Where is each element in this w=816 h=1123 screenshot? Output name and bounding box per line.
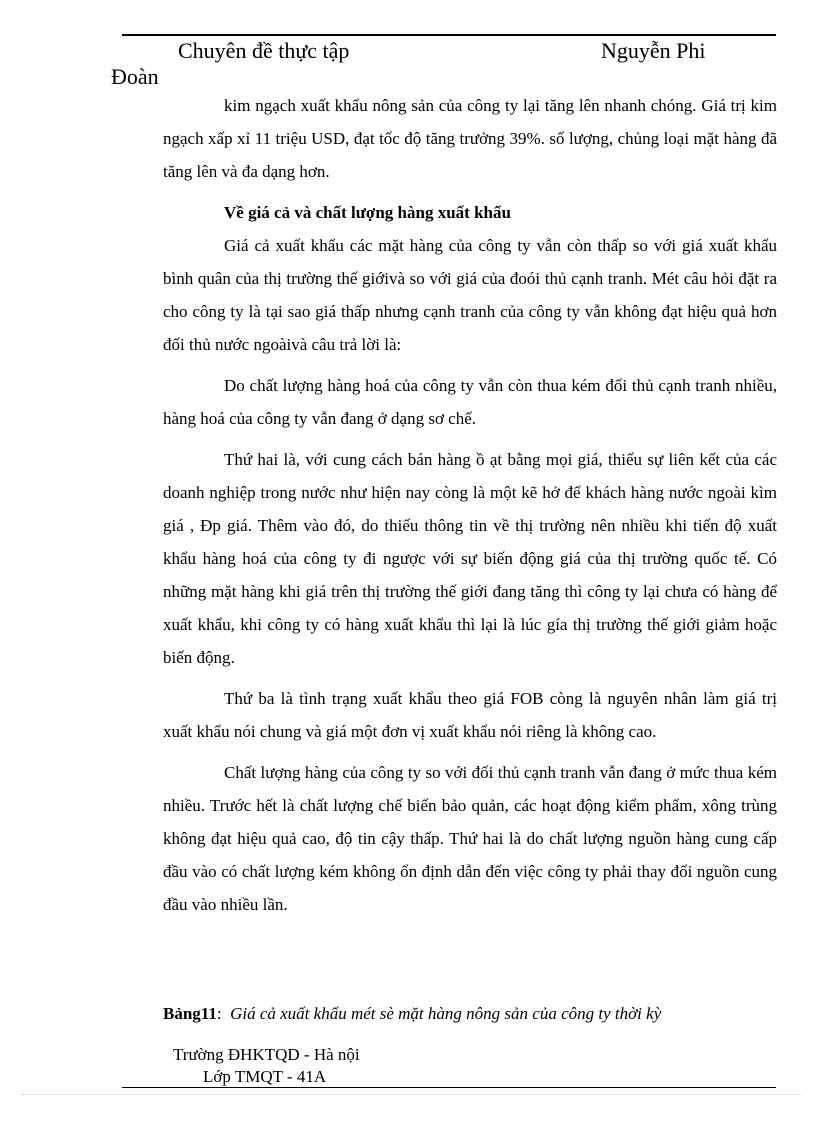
paragraph-quality-reason: Do chất lượng hàng hoá của công ty vẫn còn thua kém đối thủ cạnh tranh nhiều, hàng hoá của công ty vẫn đang ở dạng sơ chế. <box>163 376 777 428</box>
header-rule <box>122 34 776 36</box>
header-author-line1: Nguyễn Phi <box>601 38 706 63</box>
footer-rule <box>122 1087 776 1088</box>
table-caption-title: Giá cả xuất khẩu mét sè mặt hàng nông sản của công ty thời kỳ <box>230 1004 662 1023</box>
footer-school: Trường ĐHKTQD - Hà nội <box>173 1045 360 1064</box>
table-caption <box>163 1000 777 1028</box>
page-edge-divider <box>22 1094 802 1095</box>
paragraph-export-price: Giá cả xuất khẩu các mặt hàng của công ty vẫn còn thấp so với giá xuất khẩu bình quân của thị trường thế giớivà so với giá của đoói thủ cạnh tranh. Mét câu hỏi đặt ra cho công ty là tại sao giá thấp nhưng cạnh tranh của công ty vẫn không đạt hiệu quả hơn đối thủ nước ngoàivà câu trả lời là: <box>163 236 777 354</box>
header-author-line2: Đoàn <box>111 64 159 89</box>
paragraph-third-reason: Thứ ba là tình trạng xuất khẩu theo giá FOB còng là nguyên nhân làm giá trị xuất khẩu nói chung và giá một đơn vị xuất khẩu nói riêng là không cao. <box>163 689 777 741</box>
paragraph-export-turnover: kim ngạch xuất khẩu nông sản của công ty lại tăng lên nhanh chóng. Giá trị kim ngạch xấp xỉ 11 triệu USD, đạt tốc độ tăng trưởng 39%. số lượng, chủng loại mặt hàng đã tăng lên và đa dạng hơn. <box>163 96 777 181</box>
header-title: Chuyên đề thực tập <box>178 38 350 63</box>
section-heading-price-quality: Về giá cả và chất lượng hàng xuất khẩu <box>224 203 511 222</box>
paragraph-product-quality: Chất lượng hàng của công ty so với đối thủ cạnh tranh vẫn đang ở mức thua kém nhiều. Trước hết là chất lượng chế biến bảo quản, các hoạt động kiểm phẩm, xông trùng không đạt hiệu quả cao, độ tin cậy thấp. Thứ hai là do chất lượng nguồn hàng cung cấp đầu vào có chất lượng kém không ổn định dẫn đến việc công ty phải thay đổi nguồn cung đầu vào nhiều lần. <box>163 763 777 914</box>
table-caption-separator: : <box>216 1004 222 1023</box>
table-caption-label: Bảng11 <box>163 1004 217 1023</box>
footer-class: Lớp TMQT - 41A <box>203 1067 327 1086</box>
document-body <box>163 89 777 929</box>
paragraph-second-reason: Thứ hai là, với cung cách bán hàng ồ ạt bằng mọi giá, thiếu sự liên kết của các doanh nghiệp trong nước như hiện nay còng là một kẽ hở để khách hàng nước ngoài kìm giá , Đp giá. Thêm vào đó, do thiếu thông tin về thị trường nên nhiều khi tiến độ xuất khẩu hàng hoá của công ty đi ngược với sự biến động giá của thị trường quốc tế. Có những mặt hàng khi giá trên thị trường thế giới đang tăng thì công ty lại chưa có hàng để xuất khẩu, khi công ty có hàng xuất khẩu thì lại là lúc gía thị trường thế giới giảm hoặc biến động. <box>163 450 777 667</box>
